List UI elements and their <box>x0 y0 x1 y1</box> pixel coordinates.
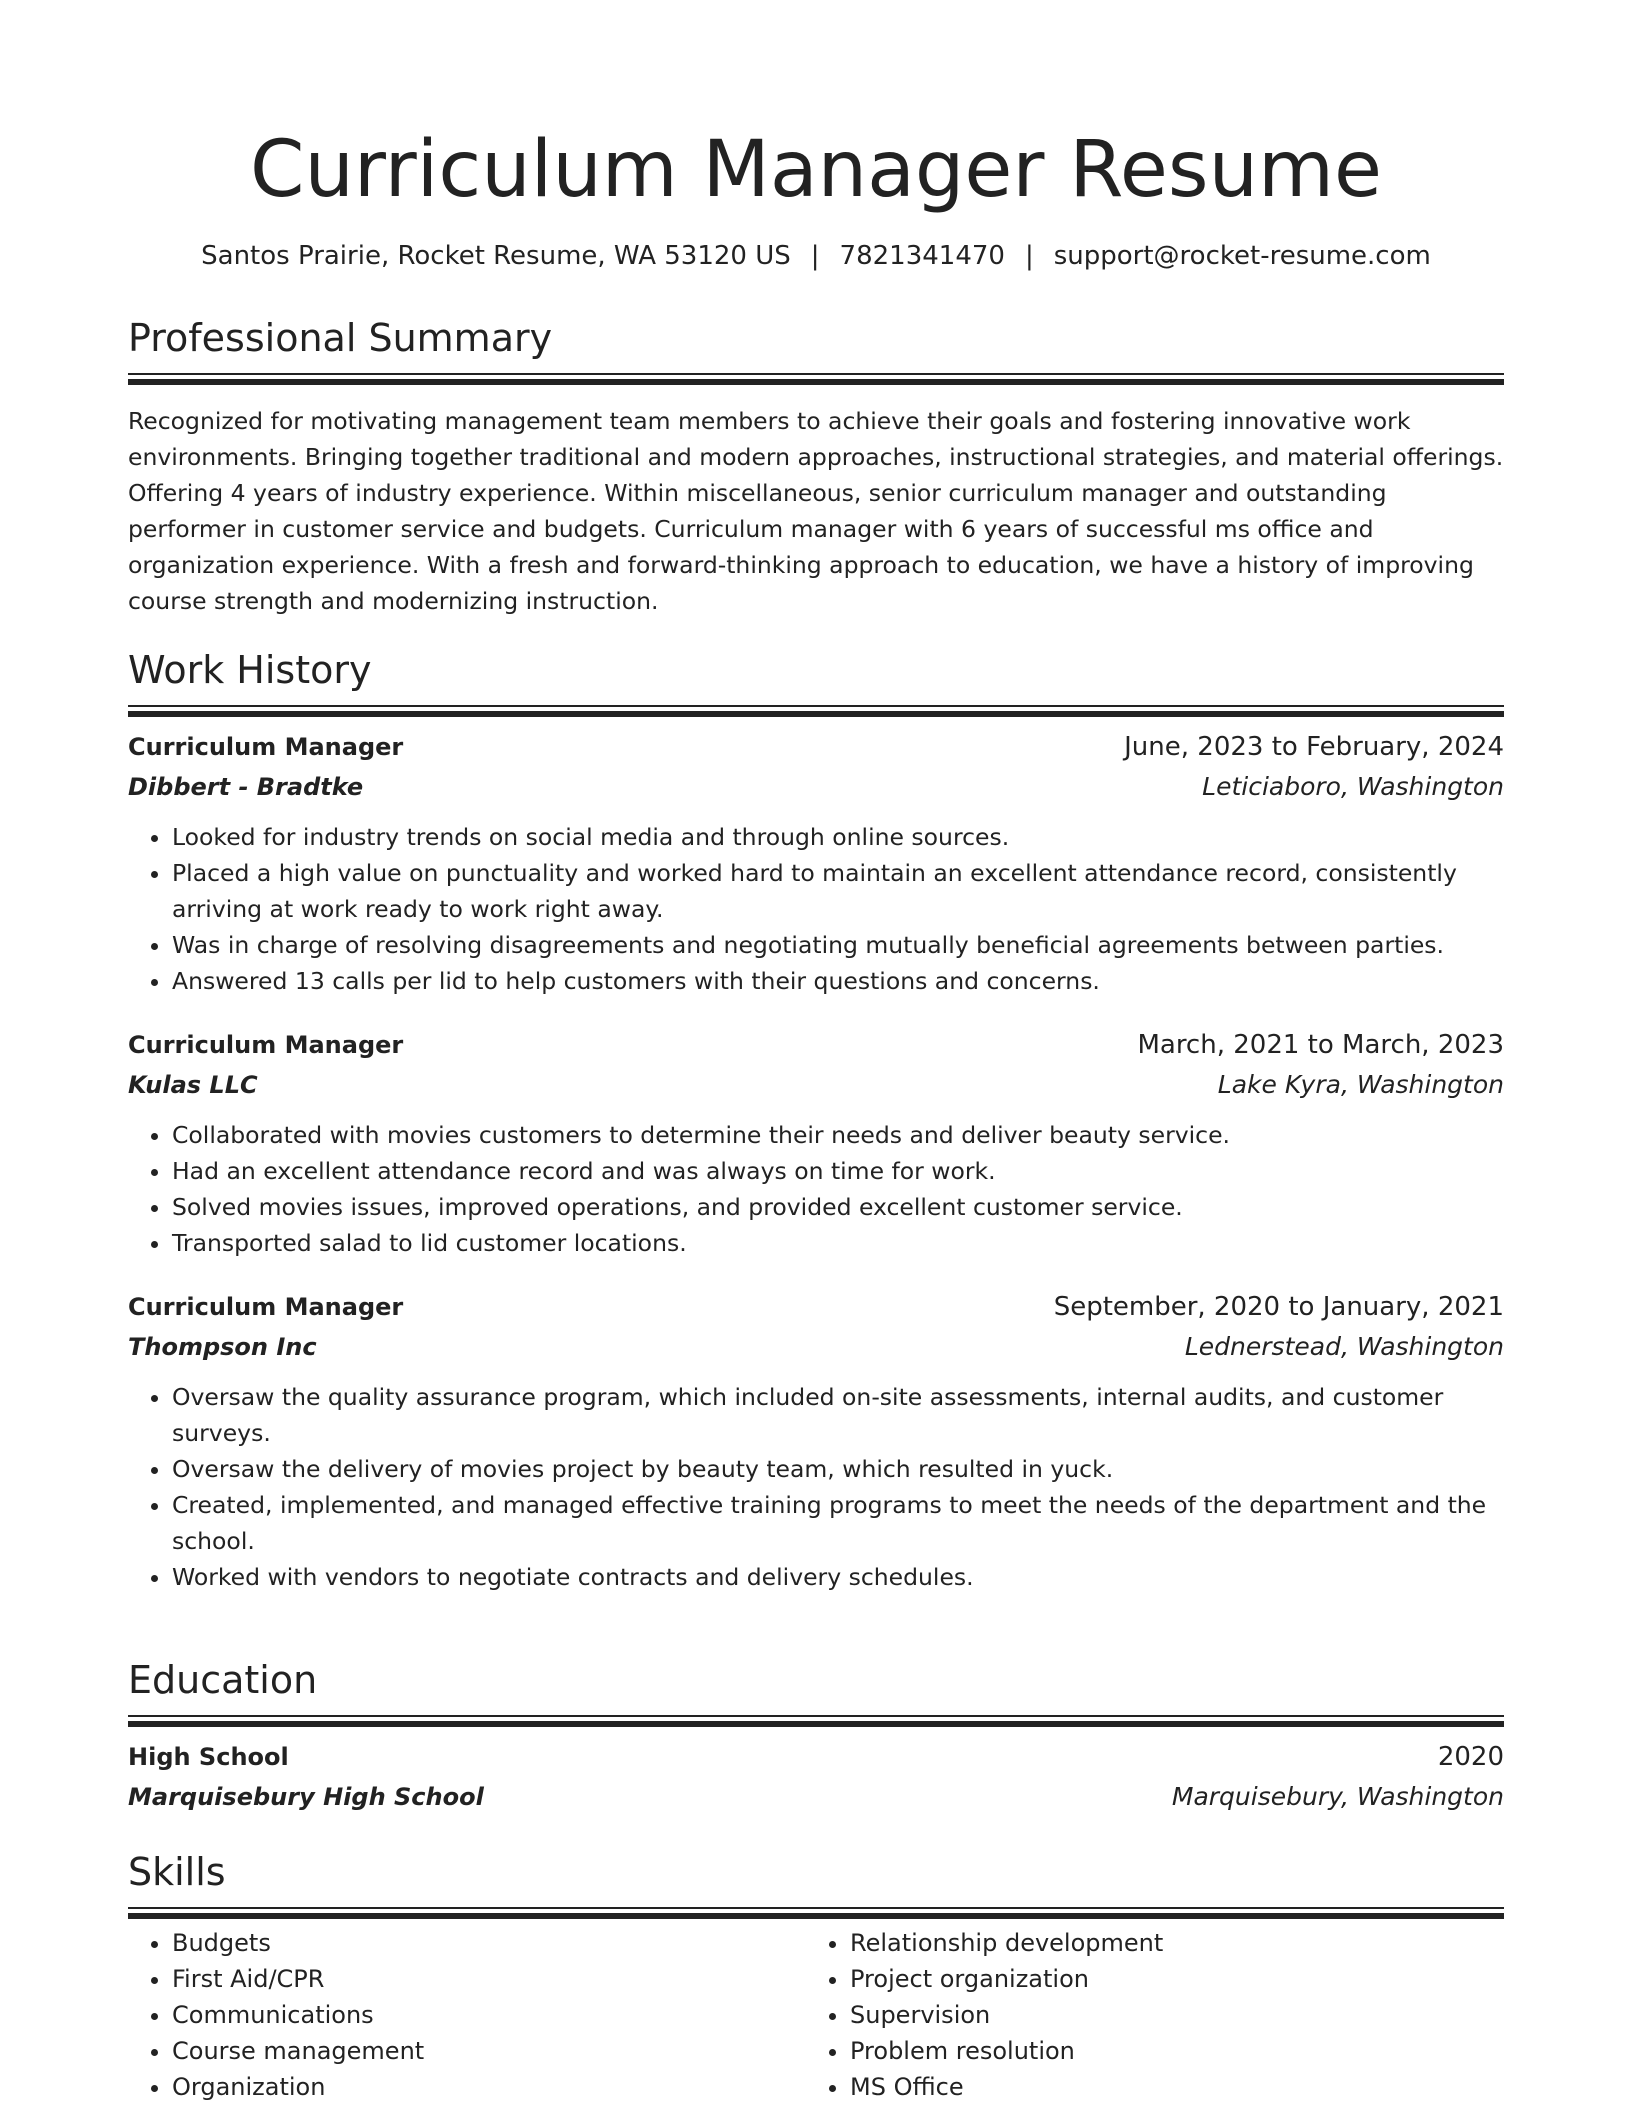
resume-title: Curriculum Manager Resume <box>250 125 1382 215</box>
job-title: Curriculum Manager <box>128 1293 404 1321</box>
education-location: Marquisebury, Washington <box>1171 1782 1504 1811</box>
work-heading: Work History <box>128 648 372 692</box>
job-entry <box>128 727 1504 999</box>
job-bullets <box>128 819 1504 999</box>
list-item: • First Aid/CPR <box>172 1961 806 1997</box>
section-divider <box>128 1715 1504 1717</box>
section-divider <box>128 373 1504 375</box>
job-dates: September, 2020 to January, 2021 <box>1053 1292 1504 1322</box>
skills-section <box>128 1848 1504 2105</box>
job-entry <box>128 1025 1504 1261</box>
job-title: Curriculum Manager <box>128 733 404 761</box>
list-item: • Supervision <box>850 1997 1484 2033</box>
list-item: • Solved movies issues, improved operations, and provided excellent customer service. <box>172 1189 1504 1225</box>
list-item: • Placed a high value on punctuality and worked hard to maintain an excellent attendance record, consistently arriving at work ready to work right away. <box>172 855 1504 927</box>
summary-text: Recognized for motivating management team members to achieve their goals and fostering innovative work environments. Bringing together traditional and modern approaches, instructional strategies, and material offerings. Offering 4 years of industry experience. Within miscellaneous, senior curriculum manager and outstanding performer in customer service and budgets. Curriculum manager with 6 years of successful ms office and organization experience. With a fresh and forward-thinking approach to education, we have a history of improving course strength and modernizing instruction. <box>128 407 1504 615</box>
list-item: • Problem resolution <box>850 2033 1484 2069</box>
education-section <box>128 1656 1504 1817</box>
list-item: • Had an excellent attendance record and was always on time for work. <box>172 1153 1504 1189</box>
list-item: • Oversaw the quality assurance program, which included on-site assessments, internal audits, and customer surveys. <box>172 1379 1504 1451</box>
job-company: Dibbert - Bradtke <box>128 773 364 801</box>
list-item: • Answered 13 calls per lid to help customers with their questions and concerns. <box>172 963 1504 999</box>
list-item: • Collaborated with movies customers to determine their needs and deliver beauty service. <box>172 1117 1504 1153</box>
job-entry <box>128 1287 1504 1595</box>
section-divider <box>128 1907 1504 1909</box>
job-company: Kulas LLC <box>128 1071 258 1099</box>
education-school: Marquisebury High School <box>128 1783 484 1811</box>
list-item: • Organization <box>172 2069 806 2105</box>
contact-email: support@rocket-resume.com <box>1053 241 1431 271</box>
list-item: • Worked with vendors to negotiate contracts and delivery schedules. <box>172 1559 1504 1595</box>
job-location: Lednerstead, Washington <box>1184 1332 1504 1361</box>
skills-right-list <box>806 1925 1484 2105</box>
education-degree: High School <box>128 1743 289 1771</box>
skills-heading: Skills <box>128 1850 226 1894</box>
job-bullets <box>128 1117 1504 1261</box>
list-item: • Was in charge of resolving disagreements and negotiating mutually beneficial agreements between parties. <box>172 927 1504 963</box>
section-divider <box>128 705 1504 707</box>
list-item: • Project organization <box>850 1961 1484 1997</box>
list-item: • Oversaw the delivery of movies project by beauty team, which resulted in yuck. <box>172 1451 1504 1487</box>
skills-columns <box>128 1925 1504 2105</box>
education-entry <box>128 1737 1504 1817</box>
list-item: • Transported salad to lid customer locations. <box>172 1225 1504 1261</box>
contact-separator: | <box>810 241 820 271</box>
job-dates: June, 2023 to February, 2024 <box>1124 732 1504 762</box>
job-title: Curriculum Manager <box>128 1031 404 1059</box>
list-item: • MS Office <box>850 2069 1484 2105</box>
list-item: • Looked for industry trends on social media and through online sources. <box>172 819 1504 855</box>
list-item: • Created, implemented, and managed effective training programs to meet the needs of the department and the school. <box>172 1487 1504 1559</box>
education-heading: Education <box>128 1658 318 1702</box>
list-item: • Communications <box>172 1997 806 2033</box>
job-dates: March, 2021 to March, 2023 <box>1137 1030 1504 1060</box>
job-location: Leticiaboro, Washington <box>1202 772 1504 801</box>
education-year: 2020 <box>1437 1742 1504 1772</box>
job-bullets <box>128 1379 1504 1595</box>
list-item: • Budgets <box>172 1925 806 1961</box>
contact-separator: | <box>1024 241 1034 271</box>
list-item: • Course management <box>172 2033 806 2069</box>
job-company: Thompson Inc <box>128 1333 317 1361</box>
work-section <box>128 646 1504 1595</box>
skills-left-list <box>128 1925 806 2105</box>
summary-section <box>128 314 1504 619</box>
contact-phone: 7821341470 <box>839 241 1005 271</box>
list-item: • Relationship development <box>850 1925 1484 1961</box>
contact-line <box>128 238 1504 274</box>
summary-heading: Professional Summary <box>128 316 553 360</box>
contact-address: Santos Prairie, Rocket Resume, WA 53120 US <box>201 241 791 271</box>
job-location: Lake Kyra, Washington <box>1217 1070 1504 1099</box>
